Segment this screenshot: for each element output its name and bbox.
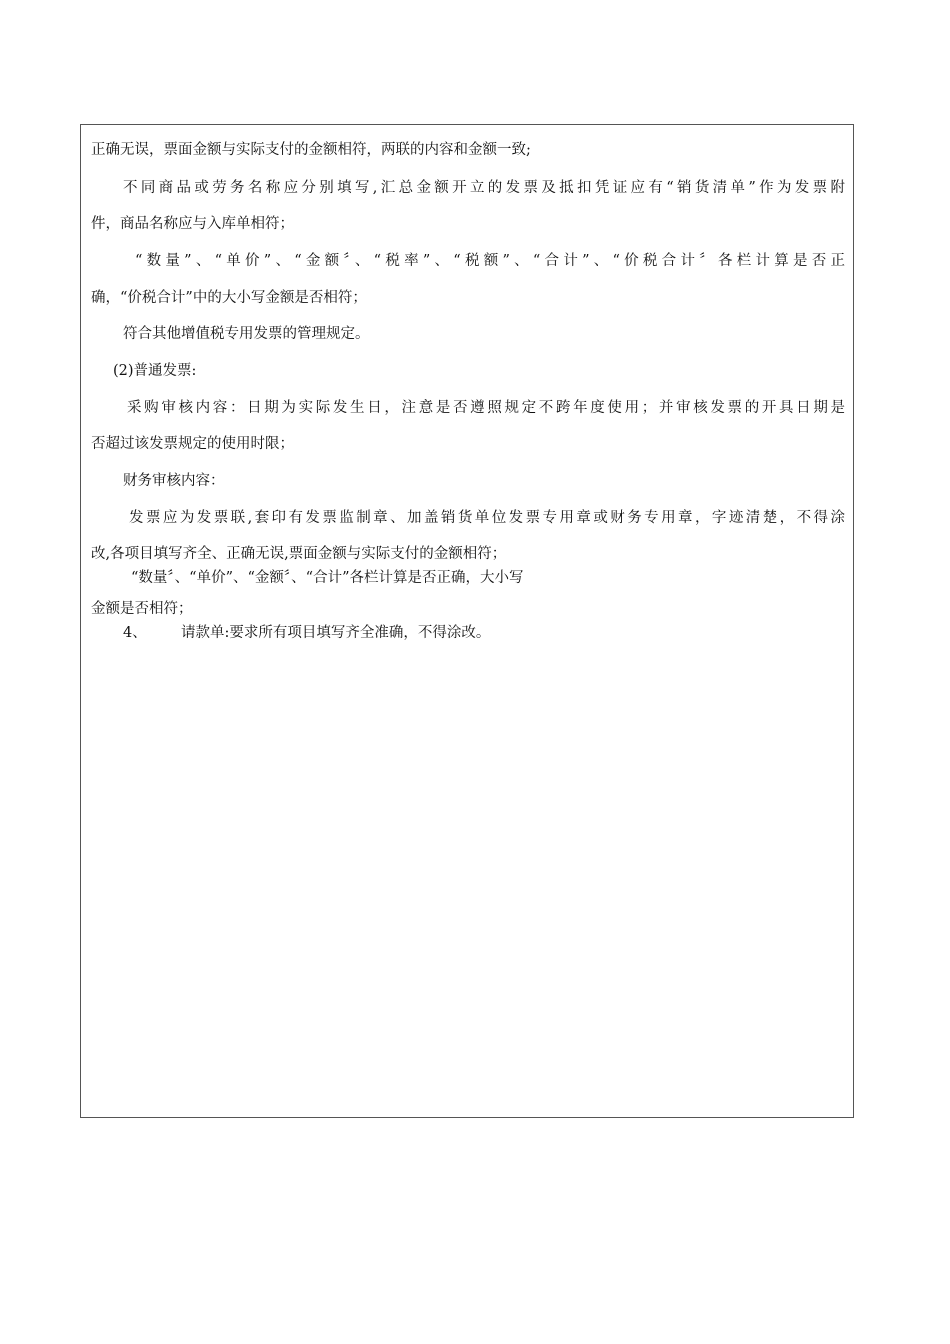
text-line: “数量”、“单价”、“金额〞、“税率”、“税额”、“合计”、“价税合计〞各栏计算是否正 (135, 253, 845, 269)
text-line: 符合其他增值税专用发票的管理规定。 (123, 326, 370, 342)
text-line: 正确无误，票面金额与实际支付的金额相符，两联的内容和金额一致; (91, 142, 531, 158)
text-line: “数量〞、“单价”、“金额〞、“合计”各栏计算是否正确，大小写 (131, 570, 524, 586)
text-line: 否超过该发票规定的使用时限； (91, 436, 294, 452)
text-line: 改,各项目填写齐全、正确无误,票面金额与实际支付的金额相符； (91, 546, 507, 562)
text-line: 确，“价税合计”中的大小写金额是否相符； (91, 290, 367, 306)
text-line: 请款单:要求所有项目填写齐全准确，不得涂改。 (181, 625, 491, 641)
list-number: 4、 (123, 625, 147, 641)
text-line: 发票应为发票联,套印有发票监制章、加盖销货单位发票专用章或财务专用章，字迹清楚，不得涂 (129, 510, 845, 526)
content-frame (80, 124, 854, 1118)
text-line: 金额是否相符； (91, 601, 193, 617)
section-heading: 财务审核内容： (123, 473, 225, 489)
text-line: 采购审核内容：日期为实际发生日，注意是否遵照规定不跨年度使用；并审核发票的开具日期是 (127, 400, 845, 416)
section-heading: (2)普通发票: (113, 363, 197, 379)
text-line: 件，商品名称应与入库单相符； (91, 216, 294, 232)
text-line: 不同商品或劳务名称应分别填写,汇总金额开立的发票及抵扣凭证应有“销货清单”作为发票附 (123, 180, 845, 196)
